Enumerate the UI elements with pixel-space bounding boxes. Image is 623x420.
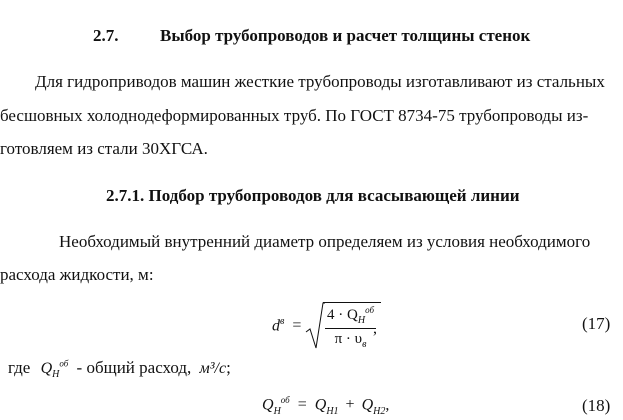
eq18-t2: Q [361, 396, 374, 414]
where-unit: м³/с [199, 360, 227, 377]
eq17-num-sub: H [357, 315, 366, 326]
eq17-num-sup: об [365, 305, 374, 315]
where-sym: Q [40, 360, 53, 377]
equation-number-18: (18) [582, 396, 611, 415]
where-prefix: где [8, 358, 31, 377]
eq17-equals: = [292, 317, 302, 335]
eq17-num-coef: 4 · Q [327, 307, 358, 323]
paragraph-line: Для гидроприводов машин жесткие трубопроводы изготавливают из стальных [35, 72, 605, 91]
paragraph-line: готовляем из стали 30ХГСА. [0, 139, 208, 158]
eq18-lhs: Q [262, 396, 274, 414]
section-title: Выбор трубопроводов и расчет толщины стенок [160, 26, 531, 45]
eq18-lhs-sub: H [273, 405, 281, 417]
where-sym-sub: H [52, 369, 60, 381]
paragraph-line: расхода жидкости, м: [0, 265, 154, 284]
eq18-equals: = [297, 396, 307, 414]
eq17-den-sub: в [362, 339, 367, 350]
eq18-plus: + [345, 396, 355, 414]
eq17-tail: , [373, 320, 377, 337]
eq18-t1: Q [314, 396, 327, 414]
section-number: 2.7. [93, 26, 119, 45]
where-line [8, 358, 231, 380]
where-text: - общий расход, [76, 358, 192, 377]
eq18-tail: , [385, 396, 390, 414]
paragraph-line: бесшовных холоднодеформированных труб. По ГОСТ 8734-75 трубопроводы из- [0, 106, 589, 125]
where-tail: ; [226, 358, 231, 377]
equation-number-17: (17) [582, 314, 611, 333]
paragraph-line: Необходимый внутренний диаметр определяем из условия необходимого [59, 232, 591, 251]
eq17-den: π · υ [334, 331, 363, 347]
sqrt-sign [305, 302, 325, 350]
where-sym-sup: об [59, 358, 69, 369]
formula-18 [262, 395, 389, 417]
eq18-t1-sub: H1 [326, 405, 339, 417]
eq18-lhs-sup: об [280, 395, 290, 405]
eq17-lhs: d [272, 317, 280, 335]
subsection-title: 2.7.1. Подбор трубопроводов для всасывающей линии [106, 186, 520, 205]
eq17-lhs-sup: в [280, 316, 285, 327]
eq18-t2-sub: H2 [373, 405, 386, 417]
